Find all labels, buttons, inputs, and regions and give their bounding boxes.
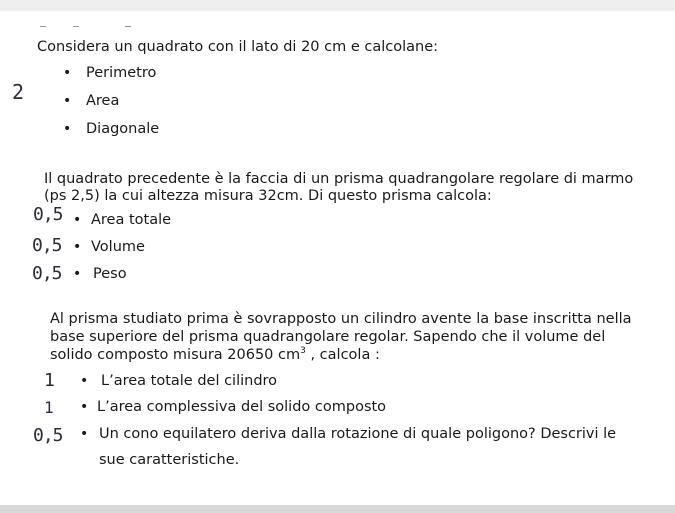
top-edge bbox=[0, 0, 675, 11]
list-item-area-solido: L’area complessiva del solido composto bbox=[97, 399, 387, 415]
handwritten-score: 0,5 bbox=[32, 263, 62, 284]
list-item-volume: Volume bbox=[91, 239, 145, 255]
cube-exponent: 3 bbox=[300, 346, 306, 357]
bullet: • bbox=[73, 239, 82, 255]
bullet: • bbox=[80, 426, 89, 442]
dash-mark bbox=[125, 26, 131, 27]
list-item-area-cilindro: L’area totale del cilindro bbox=[101, 373, 278, 389]
bullet: • bbox=[63, 65, 72, 81]
dash-mark bbox=[40, 26, 46, 27]
list-item-diagonale: Diagonale bbox=[86, 121, 160, 137]
handwritten-score: 0,5 bbox=[33, 425, 63, 446]
section3-line-2: base superiore del prisma quadrangolare regolar. Sapendo che il volume del bbox=[50, 329, 606, 345]
bullet: • bbox=[80, 399, 89, 415]
list-item-cono: Un cono equilatero deriva dalla rotazione di quale poligono? Descrivi le bbox=[99, 426, 617, 442]
list-item-area: Area bbox=[86, 93, 120, 109]
handwritten-score: 1 bbox=[44, 370, 54, 391]
list-item-perimetro: Perimetro bbox=[86, 65, 157, 81]
section1-intro: Considera un quadrato con il lato di 20 cm e calcolane: bbox=[37, 39, 439, 55]
section3-line-1: Al prisma studiato prima è sovrapposto un cilindro avente la base inscritta nella bbox=[50, 311, 632, 327]
bullet: • bbox=[73, 212, 82, 228]
list-item-cono-continued: sue caratteristiche. bbox=[99, 452, 240, 468]
bullet: • bbox=[80, 373, 89, 389]
section2-line-2: (ps 2,5) la cui altezza misura 32cm. Di questo prisma calcola: bbox=[44, 188, 492, 204]
bullet: • bbox=[73, 266, 82, 282]
bullet: • bbox=[63, 121, 72, 137]
list-item-peso: Peso bbox=[93, 266, 127, 282]
handwritten-score: 0,5 bbox=[32, 235, 62, 256]
handwritten-score: 1 bbox=[44, 398, 53, 417]
section2-line-1: Il quadrato precedente è la faccia di un prisma quadrangolare regolare di marmo bbox=[44, 171, 634, 187]
section3-line-3 bbox=[50, 346, 380, 364]
volume-text: solido composto misura 20650 cm bbox=[50, 347, 301, 363]
handwritten-score: 0,5 bbox=[33, 204, 63, 225]
dash-mark bbox=[73, 26, 79, 27]
calcola-text: , calcola : bbox=[305, 347, 380, 363]
handwritten-score: 2 bbox=[12, 80, 24, 104]
list-item-area-totale: Area totale bbox=[91, 212, 172, 228]
bottom-edge bbox=[0, 505, 675, 513]
bullet: • bbox=[63, 93, 72, 109]
